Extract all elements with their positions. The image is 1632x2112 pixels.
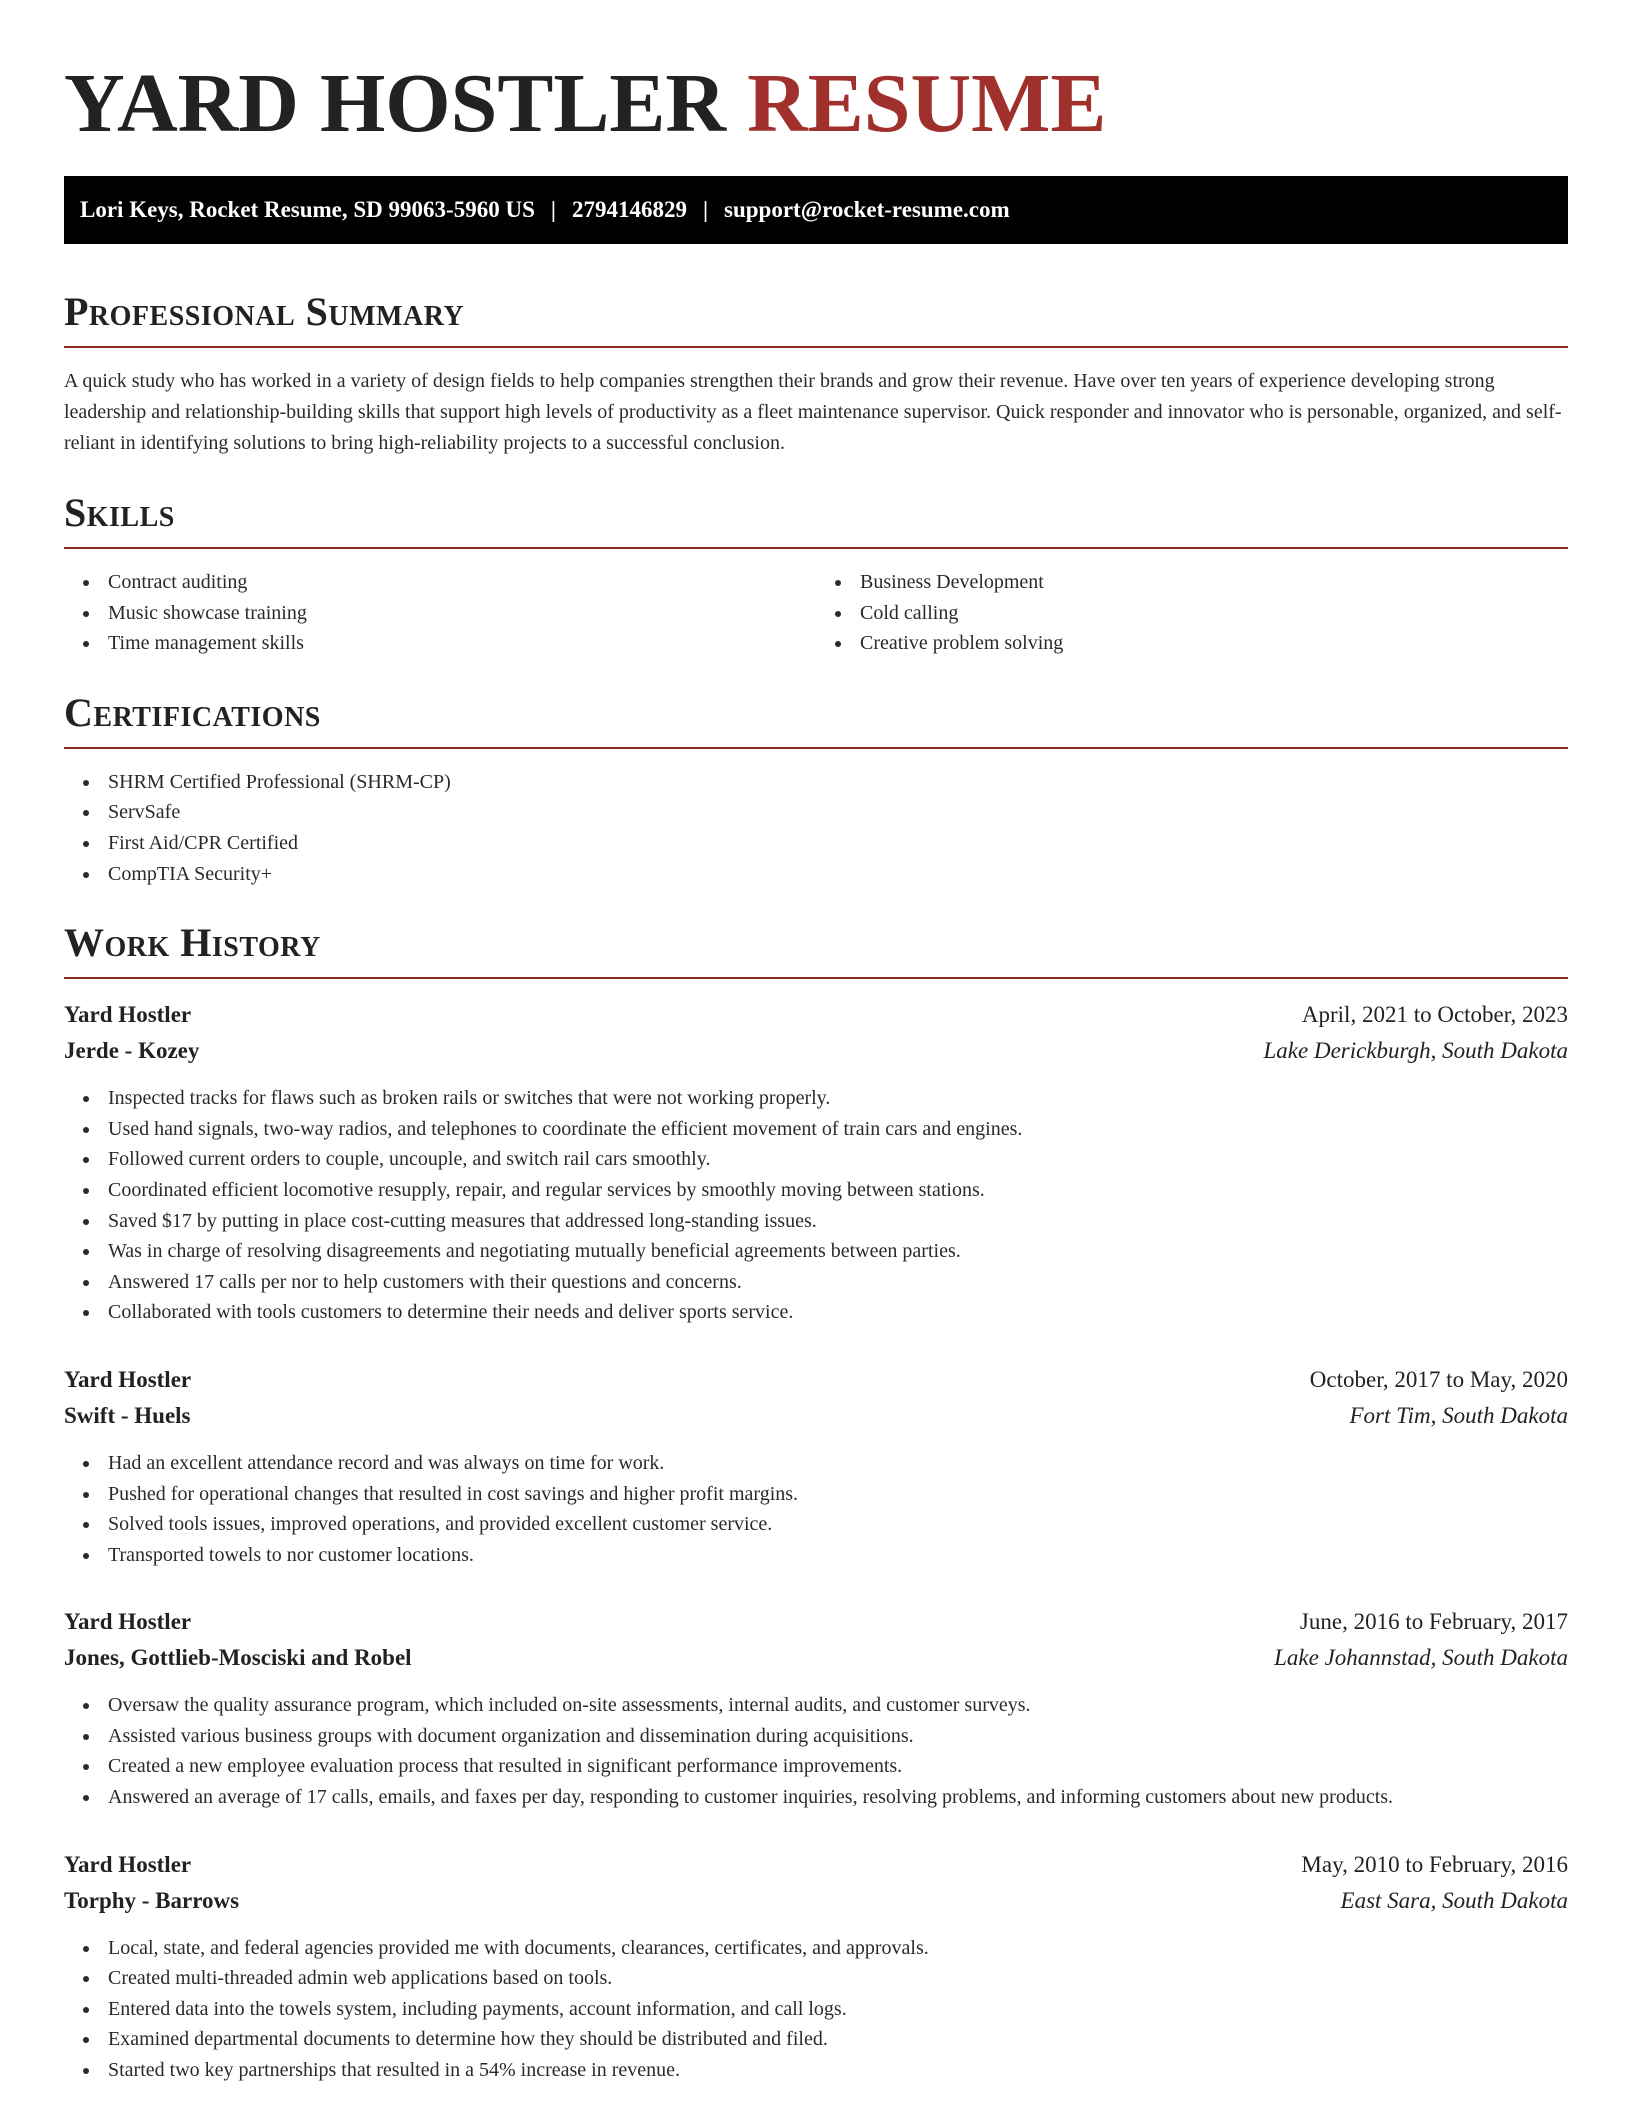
title-accent: RESUME <box>747 57 1107 150</box>
list-item: Cold calling <box>860 598 1568 629</box>
list-item: Assisted various business groups with document organization and dissemination during acquisitions. <box>108 1721 1568 1752</box>
list-item: Entered data into the towels system, including payments, account information, and call logs. <box>108 1994 1568 2025</box>
summary-heading: Professional Summary <box>64 288 1568 348</box>
list-item: Followed current orders to couple, uncouple, and switch rail cars smoothly. <box>108 1144 1568 1175</box>
list-item: Time management skills <box>108 628 816 659</box>
job-role: Yard Hostler <box>64 1851 192 1877</box>
list-item: Local, state, and federal agencies provided me with documents, clearances, certificates, and approvals. <box>108 1933 1568 1964</box>
job-dates: October, 2017 to May, 2020 <box>1309 1366 1568 1392</box>
job-subheader-row <box>64 1883 1568 1919</box>
list-item: Started two key partnerships that resulted in a 54% increase in revenue. <box>108 2055 1568 2086</box>
title-main: YARD HOSTLER <box>64 57 727 150</box>
job-header-row <box>64 1847 1568 1883</box>
skills-list-right <box>816 567 1568 659</box>
job-dates: June, 2016 to February, 2017 <box>1299 1609 1568 1635</box>
job-location: East Sara, South Dakota <box>1340 1887 1568 1913</box>
job-header-row <box>64 1362 1568 1398</box>
job-company: Jones, Gottlieb-Mosciski and Robel <box>64 1645 412 1671</box>
job-location: Lake Johannstad, South Dakota <box>1274 1645 1568 1671</box>
skills-heading: Skills <box>64 489 1568 549</box>
certifications-list <box>64 767 1568 889</box>
list-item: Creative problem solving <box>860 628 1568 659</box>
job-subheader-row <box>64 1033 1568 1069</box>
job-header-row <box>64 997 1568 1033</box>
contact-bar <box>64 176 1568 244</box>
certifications-heading: Certifications <box>64 689 1568 749</box>
skills-grid <box>64 549 1568 659</box>
job-company: Jerde - Kozey <box>64 1038 200 1064</box>
job-bullets <box>64 1448 1568 1570</box>
job-bullets <box>64 1690 1568 1812</box>
list-item: Contract auditing <box>108 567 816 598</box>
job-company: Swift - Huels <box>64 1402 191 1428</box>
contact-phone: 2794146829 <box>571 197 687 222</box>
job-bullets <box>64 1933 1568 2086</box>
list-item: First Aid/CPR Certified <box>108 828 1568 859</box>
list-item: Business Development <box>860 567 1568 598</box>
list-item: Solved tools issues, improved operations, and provided excellent customer service. <box>108 1509 1568 1540</box>
job-dates: May, 2010 to February, 2016 <box>1301 1851 1568 1877</box>
list-item: Inspected tracks for flaws such as broken rails or switches that were not working properly. <box>108 1083 1568 1114</box>
list-item: Pushed for operational changes that resulted in cost savings and higher profit margins. <box>108 1479 1568 1510</box>
list-item: Coordinated efficient locomotive resupply, repair, and regular services by smoothly moving between stations. <box>108 1175 1568 1206</box>
list-item: Answered an average of 17 calls, emails, and faxes per day, responding to customer inquiries, resolving problems, and informing customers about new products. <box>108 1782 1568 1813</box>
contact-separator: | <box>550 197 556 222</box>
job-subheader-row <box>64 1398 1568 1434</box>
list-item: Music showcase training <box>108 598 816 629</box>
summary-text: A quick study who has worked in a variety of design fields to help companies strengthen their brands and grow their revenue. Have over ten years of experience developing strong leadership and relationship-building skills that support high levels of productivity as a fleet maintenance supervisor. Quick responder and innovator who is personable, organized, and self-reliant in identifying solutions to bring high-reliability projects to a successful conclusion. <box>64 370 1562 454</box>
list-item: Saved $17 by putting in place cost-cutting measures that addressed long-standing issues. <box>108 1206 1568 1237</box>
contact-address: Lori Keys, Rocket Resume, SD 99063-5960 US <box>80 197 535 222</box>
list-item: Transported towels to nor customer locations. <box>108 1540 1568 1571</box>
list-item: Answered 17 calls per nor to help customers with their questions and concerns. <box>108 1267 1568 1298</box>
job-role: Yard Hostler <box>64 1366 192 1392</box>
job-entry <box>64 997 1568 1328</box>
job-company: Torphy - Barrows <box>64 1887 240 1913</box>
list-item: Was in charge of resolving disagreements and negotiating mutually beneficial agreements between parties. <box>108 1236 1568 1267</box>
job-entry <box>64 1847 1568 2086</box>
list-item: CompTIA Security+ <box>108 859 1568 890</box>
job-role: Yard Hostler <box>64 1002 192 1028</box>
job-role: Yard Hostler <box>64 1609 192 1635</box>
job-entry <box>64 1604 1568 1812</box>
job-location: Fort Tim, South Dakota <box>1349 1402 1568 1428</box>
job-dates: April, 2021 to October, 2023 <box>1301 1002 1568 1028</box>
list-item: SHRM Certified Professional (SHRM-CP) <box>108 767 1568 798</box>
list-item: Used hand signals, two-way radios, and telephones to coordinate the efficient movement of train cars and engines. <box>108 1114 1568 1145</box>
list-item: Oversaw the quality assurance program, which included on-site assessments, internal audits, and customer surveys. <box>108 1690 1568 1721</box>
list-item: Created a new employee evaluation process that resulted in significant performance improvements. <box>108 1751 1568 1782</box>
job-entry <box>64 1362 1568 1570</box>
skills-list-left <box>64 567 816 659</box>
contact-separator: | <box>702 197 709 222</box>
job-subheader-row <box>64 1640 1568 1676</box>
work-history-heading: Work History <box>64 919 1568 979</box>
resume-title <box>64 0 1568 152</box>
list-item: Created multi-threaded admin web applications based on tools. <box>108 1963 1568 1994</box>
job-location: Lake Derickburgh, South Dakota <box>1263 1038 1568 1064</box>
job-bullets <box>64 1083 1568 1328</box>
list-item: Had an excellent attendance record and was always on time for work. <box>108 1448 1568 1479</box>
list-item: ServSafe <box>108 797 1568 828</box>
contact-email: support@rocket-resume.com <box>724 197 1010 222</box>
job-header-row <box>64 1604 1568 1640</box>
work-history-list <box>64 997 1568 2085</box>
list-item: Examined departmental documents to determine how they should be distributed and filed. <box>108 2024 1568 2055</box>
list-item: Collaborated with tools customers to determine their needs and deliver sports service. <box>108 1297 1568 1328</box>
